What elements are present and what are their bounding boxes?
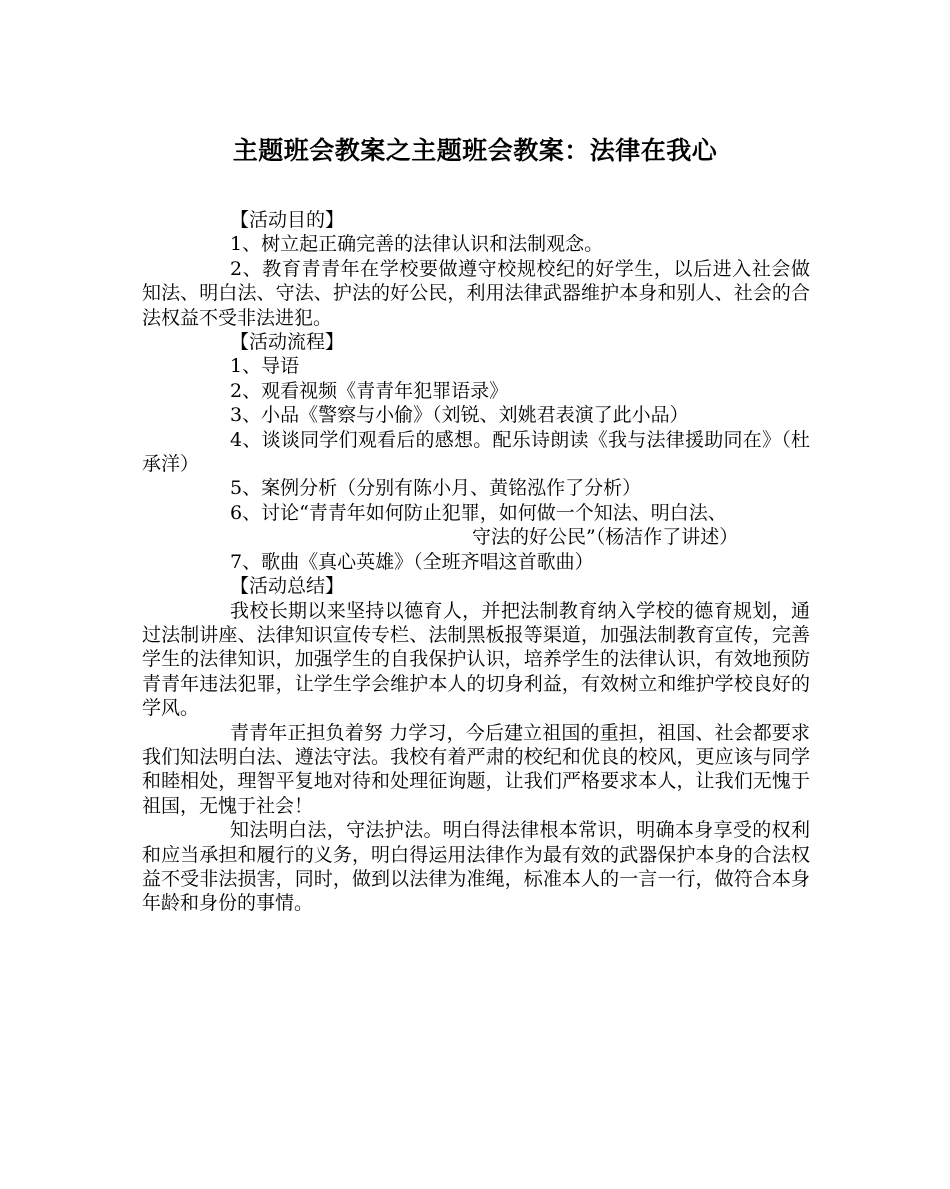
flow-item-5: 5、案例分析（分别有陈小月、黄铭泓作了分析） — [230, 477, 642, 500]
section-heading-goal: 【活动目的】 — [230, 209, 345, 231]
summary-paragraph-3: 知法明白法，守法护法。明白得法律根本常识，明确本身享受的权利和应当承担和履行的义务，明白得运用法律作为最有效的武器保护本身的合法权益不受非法损害，同时，做到以法律为准绳，标准本人的一言一行，做符合本身年龄和身份的事情。 — [142, 819, 810, 915]
goal-item-2: 2、教育青青年在学校要做遵守校规校纪的好学生，以后进入社会做知法、明白法、守法、护法的好公民，利用法律武器维护本身和别人、社会的合法权益不受非法进犯。 — [142, 257, 810, 329]
flow-item-7: 7、歌曲《真心英雄》（全班齐唱这首歌曲） — [230, 550, 594, 573]
section-heading-flow: 【活动流程】 — [230, 331, 345, 354]
flow-item-2: 2、观看视频《青青年犯罪语录》 — [230, 379, 509, 402]
document-body — [142, 208, 810, 916]
summary-paragraph-1: 我校长期以来坚持以德育人，并把法制教育纳入学校的德育规划，通过法制讲座、法律知识宣传专栏、法制黑板报等渠道，加强法制教育宣传，完善学生的法律知识，加强学生的自我保护认识，培养学生的法律认识，有效地预防青青年违法犯罪，让学生学会维护本人的切身利益，有效树立和维护学校良好的学风。 — [142, 599, 810, 720]
flow-item-1: 1、导语 — [230, 355, 300, 378]
section-heading-summary: 【活动总结】 — [230, 575, 345, 598]
flow-item-6-line-2: 守法的好公民”（杨洁作了讲述） — [472, 526, 739, 549]
summary-paragraph-2: 青青年正担负着努 力学习，今后建立祖国的重担，祖国、社会都要求我们知法明白法、遵法守法。我校有着严肃的校纪和优良的校风，更应该与同学和睦相处，理智平复地对待和处理征询题，让我们严格要求本人，让我们无愧于祖国，无愧于社会！ — [142, 721, 810, 817]
flow-item-3: 3、小品《警察与小偷》（刘锐、刘姚君表演了此小品） — [230, 404, 689, 427]
document-title: 主题班会教案之主题班会教案：法律在我心 — [232, 136, 718, 165]
flow-item-4: 4、谈谈同学们观看后的感想。配乐诗朗读《我与法律援助同在》（杜承洋） — [142, 428, 810, 476]
flow-item-6-line-1: 6、讨论“青青年如何防止犯罪，如何做一个知法、明白法、 — [230, 501, 727, 524]
goal-item-1: 1、树立起正确完善的法律认识和法制观念。 — [230, 233, 604, 256]
